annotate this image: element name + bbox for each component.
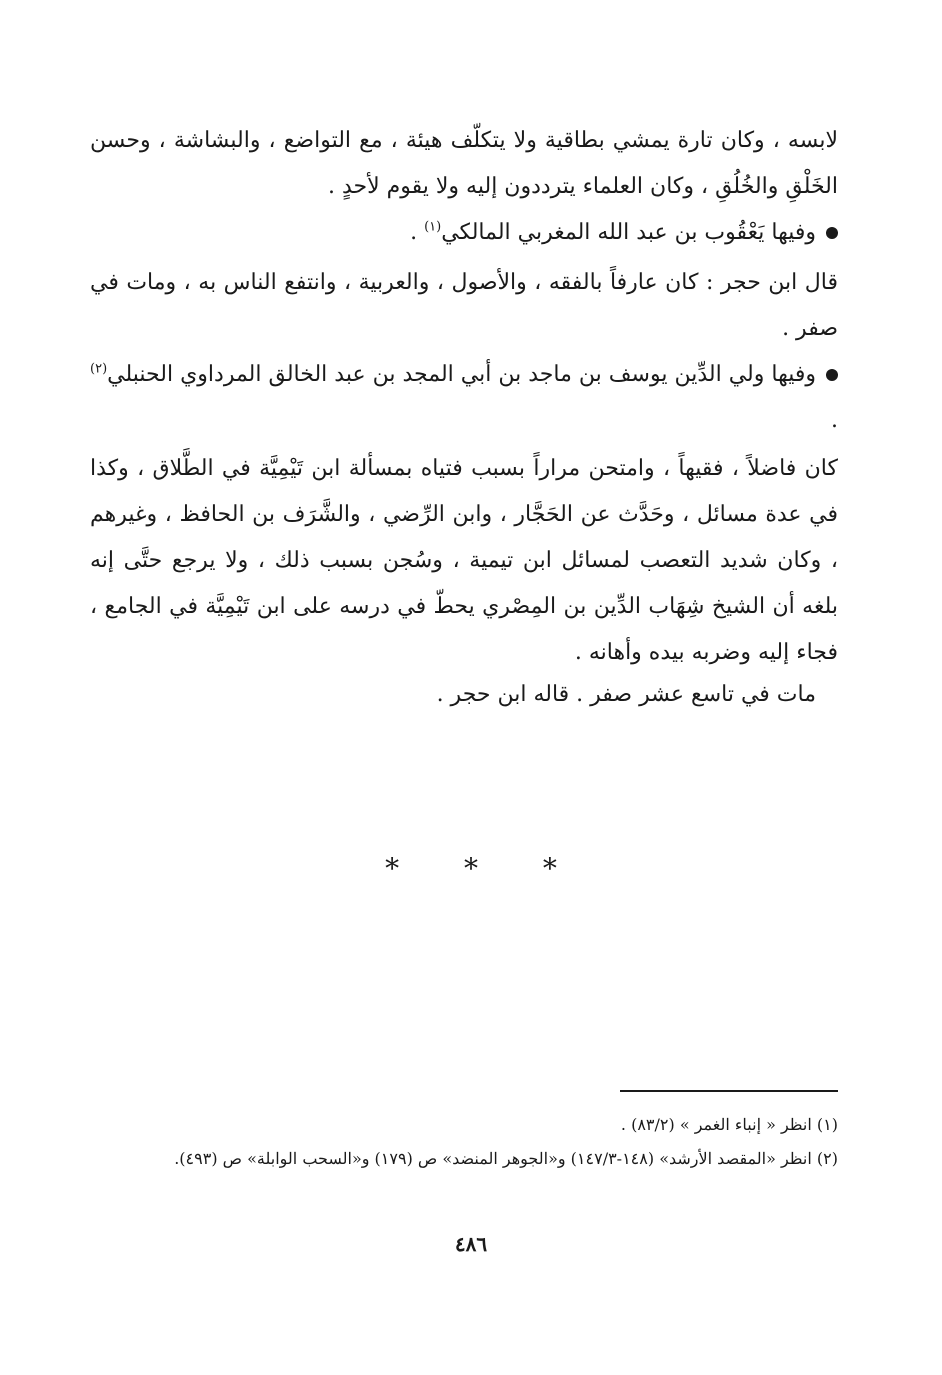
paragraph-3-block	[90, 260, 838, 352]
separator-star: *	[385, 852, 400, 885]
paragraph-5-block	[90, 446, 838, 676]
footnote-ref-1: (١)	[424, 219, 442, 235]
page-number: ٤٨٦	[454, 1232, 488, 1256]
footnotes	[90, 1108, 838, 1176]
paragraph-4-text: وفيها ولي الدِّين يوسف بن ماجد بن أبي المجد بن عبد الخالق المرداوي الحنبلي	[107, 362, 816, 387]
separator-star: *	[542, 852, 557, 885]
paragraph-2: وفيها يَعْقُوب بن عبد الله المغربي المالكي$^{(١)}$ .	[90, 210, 838, 256]
bullet-icon	[826, 369, 838, 381]
paragraph-6: مات في تاسع عشر صفر . قاله ابن حجر .	[436, 682, 816, 707]
bullet-icon	[826, 227, 838, 239]
paragraph-6-block	[90, 672, 838, 718]
footnote-divider	[620, 1090, 838, 1092]
paragraph-2-block	[90, 210, 838, 256]
paragraph-1-block	[90, 118, 838, 210]
paragraph-4-block	[90, 352, 838, 444]
footnote-1: (١) انظر « إنباء الغمر » (٨٣/٢) .	[620, 1115, 838, 1134]
paragraph-3: قال ابن حجر : كان عارفاً بالفقه ، والأصول ، والعربية ، وانتفع الناس به ، ومات في صفر .	[90, 270, 838, 341]
paragraph-5: كان فاضلاً ، فقيهاً ، وامتحن مراراً بسبب فتياه بمسألة ابن تَيْمِيَّة في الطَّلاق ، وكذا في عدة مسائل ، وحَدَّث عن الحَجَّار ، وابن الرِّضي ، والشَّرَف بن الحافظ ، وغيرهم ، وكان شديد التعصب لمسائل ابن تيمية ، وسُجن بسبب ذلك ، ولا يرجع حتَّى إنه بلغه أن الشيخ شِهَاب الدِّين بن المِصْري يحطّ في درسه على ابن تَيْمِيَّة في الجامع ، فجاء إليه وضربه بيده وأهانه .	[90, 456, 838, 665]
paragraph-1: لابسه ، وكان تارة يمشي بطاقية ولا يتكلّف هيئة ، مع التواضع ، والبشاشة ، وحسن الخَلْقِ والخُلُقِ ، وكان العلماء يترددون إليه ولا يقوم لأحدٍ .	[90, 128, 838, 199]
footnote-ref-2: (٢)	[90, 361, 108, 377]
paragraph-2-text: وفيها يَعْقُوب بن عبد الله المغربي المالكي	[441, 220, 816, 245]
paragraph-4: وفيها ولي الدِّين يوسف بن ماجد بن أبي المجد بن عبد الخالق المرداوي الحنبلي$^{(٢)}$ .	[90, 361, 838, 433]
separator-star: *	[464, 852, 478, 885]
section-separator	[0, 852, 942, 885]
footnote-2: (٢) انظر «المقصد الأرشد» (١٤٨-١٤٧/٣) و«الجوهر المنضد» ص (١٧٩) و«السحب الوابلة» ص (٤٩٣).	[174, 1149, 838, 1168]
